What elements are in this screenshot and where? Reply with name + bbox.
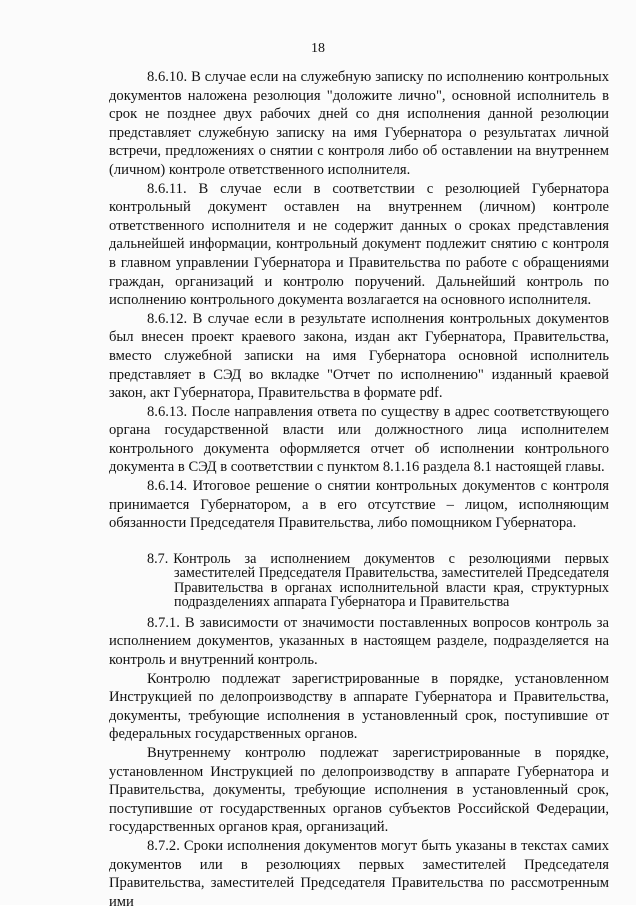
paragraph-8-6-12: 8.6.12. В случае если в результате исполнения контрольных документов был внесен проект краевого закона, издан акт Губернатора, Правительства, вместо служебной записки на имя Губернатора основной исполнитель представляет в СЭД во вкладке "Отчет по исполнению" изданный краевой закон, акт Губернатора, Правительства в формате pdf. bbox=[109, 310, 609, 402]
section-title: Контроль за исполнением документов с резолюциями первых заместителей Председателя Правительства, заместителей Председателя Правительства в органах исполнительной власти края, структурных подразделениях аппарата Губернатора и Правительства bbox=[173, 550, 609, 611]
paragraph-8-6-10: 8.6.10. В случае если на служебную записку по исполнению контрольных документов наложена резолюция "доложите лично", основной исполнитель в срок не позднее двух рабочих дней со дня исполнения данной резолюции представляет служебную записку на имя Губернатора о результатах личной встречи, предложениях о снятии с контроля либо об оставлении на внутреннем (личном) контроле ответственного исполнителя. bbox=[109, 69, 609, 178]
paragraph-8-6-14: 8.6.14. Итоговое решение о снятии контрольных документов с контроля принимается Губернатором, а в его отсутствие – лицом, исполняющим обязанности Председателя Правительства, либо помощником Губернатора. bbox=[109, 478, 609, 532]
paragraph-control: Контролю подлежат зарегистрированные в порядке, установленном Инструкцией по делопроизводству в аппарате Губернатора и Правительства, документы, требующие исполнения в установленный срок, поступившие от федеральных государственных органов. bbox=[109, 670, 609, 743]
paragraph-8-6-11: 8.6.11. В случае если в соответствии с резолюцией Губернатора контрольный документ оставлен на внутреннем (личном) контроле ответственного исполнителя и не содержит данных о сроках представления дальнейшей информации, контрольный документ подлежит снятию с контроля в главном управлении Губернатора и Правительства по работе с обращениями граждан, организаций и контролю поручений. Дальнейший контроль по исполнению контрольного документа возлагается на основного исполнителя. bbox=[109, 180, 609, 309]
paragraph-8-6-13: 8.6.13. После направления ответа по существу в адрес соответствующего органа государственной власти или должностного лица исполнителем контрольного документа оформляется отчет об исполнении контрольного документа в СЭД в соответствии с пунктом 8.1.16 раздела 8.1 настоящей главы. bbox=[109, 403, 609, 476]
paragraph-8-7-1: 8.7.1. В зависимости от значимости поставленных вопросов контроль за исполнением документов, указанных в настоящем разделе, подразделяется на контроль и внутренний контроль. bbox=[109, 614, 609, 669]
paragraph-internal-control: Внутреннему контролю подлежат зарегистрированные в порядке, установленном Инструкцией по делопроизводству в аппарате Губернатора и Правительства, документы, требующие исполнения в установленный срок, поступившие от государственных органов субъектов Российской Федерации, государственных органов края, организаций. bbox=[109, 745, 609, 836]
section-number: 8.7. bbox=[147, 550, 169, 567]
paragraph-8-7-2: 8.7.2. Сроки исполнения документов могут быть указаны в текстах самих документов или в резолюциях первых заместителей Председателя Правительства, заместителей Председателя Правительства по рассмотренным ими bbox=[109, 837, 609, 910]
page-number: 18 bbox=[311, 41, 325, 56]
section-heading bbox=[109, 552, 609, 610]
document-body bbox=[109, 68, 609, 911]
